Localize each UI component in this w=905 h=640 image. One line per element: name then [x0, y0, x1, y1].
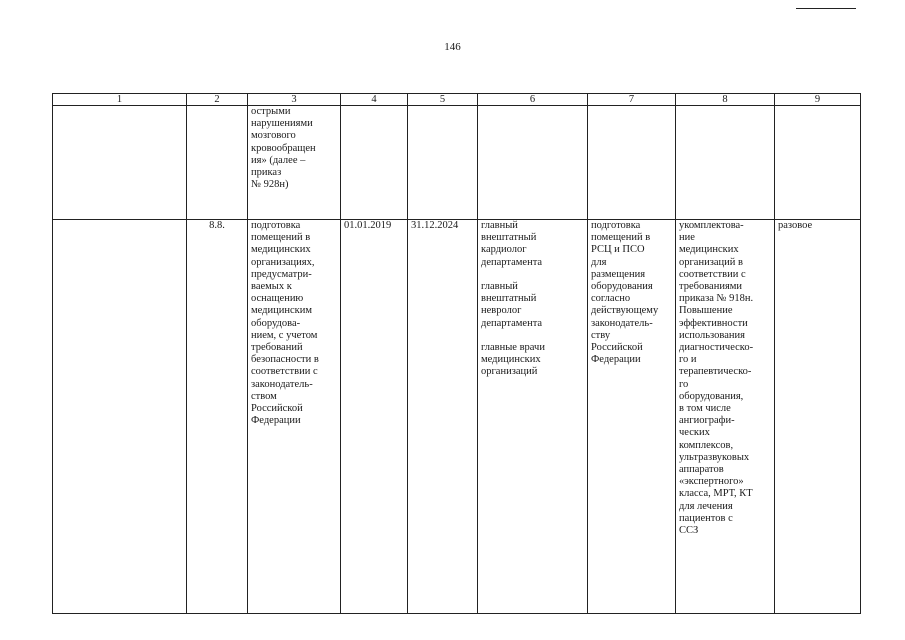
table-row-8-8	[53, 220, 861, 614]
plan-table	[52, 93, 861, 614]
cell-empty	[676, 106, 775, 220]
header-col-7: 7	[588, 94, 676, 106]
header-col-8: 8	[676, 94, 775, 106]
header-col-2: 2	[187, 94, 248, 106]
header-col-4: 4	[341, 94, 408, 106]
table-row-continued	[53, 106, 861, 220]
cell-frequency: разовое	[775, 220, 861, 614]
cell-end-date: 31.12.2024	[408, 220, 478, 614]
corner-rule	[796, 8, 856, 9]
cell-responsible: главный внештатный кардиолог департамента главный внештатный невролог департамента главные врачи медицинских организаций	[478, 220, 588, 614]
cell-empty	[588, 106, 676, 220]
cell-empty	[341, 106, 408, 220]
cell-empty	[53, 220, 187, 614]
cell-empty	[775, 106, 861, 220]
cell-activity-continued: острыми нарушениями мозгового кровообращен ия» (далее – приказ № 928н)	[248, 106, 341, 220]
cell-description: укомплектова- ние медицинских организаций в соответствии с требованиями приказа № 918н. Повышение эффективности использования диагностическо- го и терапевтическо- го оборудования, в том числе ангиографи- ческих комплексов, ультразвуковых аппаратов «экспертного» класса, МРТ, КТ для лечения пациентов с ССЗ	[676, 220, 775, 614]
header-col-6: 6	[478, 94, 588, 106]
header-col-5: 5	[408, 94, 478, 106]
header-col-3: 3	[248, 94, 341, 106]
cell-item-number: 8.8.	[187, 220, 248, 614]
cell-empty	[53, 106, 187, 220]
header-col-9: 9	[775, 94, 861, 106]
header-row	[53, 94, 861, 106]
cell-empty	[187, 106, 248, 220]
cell-activity: подготовка помещений в медицинских организациях, предусматри- ваемых к оснащению медицинским оборудова- нием, с учетом требований безопасности в соответствии с законодатель- ством Российской Федерации	[248, 220, 341, 614]
page-number: 146	[444, 41, 461, 53]
cell-start-date: 01.01.2019	[341, 220, 408, 614]
header-col-1: 1	[53, 94, 187, 106]
cell-empty	[478, 106, 588, 220]
cell-result: подготовка помещений в РСЦ и ПСО для размещения оборудования согласно действующему законодатель- ству Российской Федерации	[588, 220, 676, 614]
cell-empty	[408, 106, 478, 220]
